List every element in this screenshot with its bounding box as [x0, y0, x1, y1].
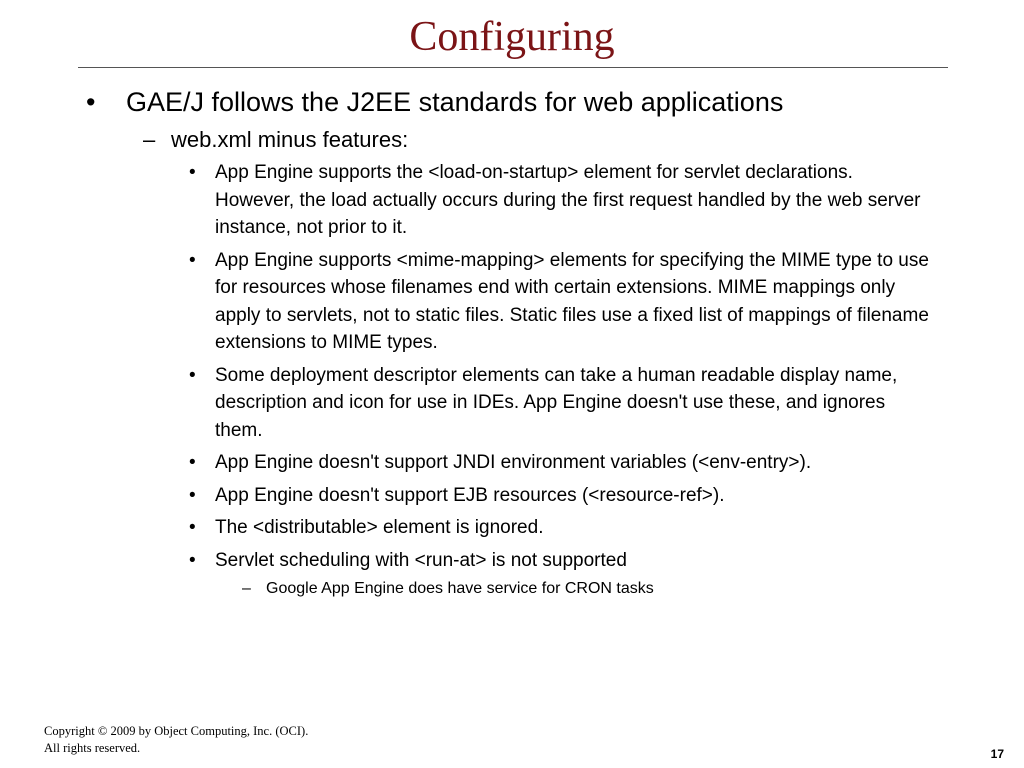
feature-item	[189, 362, 935, 445]
bullet-text: web.xml minus features:	[171, 127, 409, 152]
copyright-notice	[44, 723, 308, 757]
dash-marker: –	[242, 580, 251, 597]
bullet-marker: •	[189, 364, 196, 386]
feature-text: App Engine doesn't support EJB resources (<resource-ref>).	[215, 484, 725, 506]
bullet-level2	[143, 125, 931, 155]
feature-text: Servlet scheduling with <run-at> is not supported	[215, 549, 627, 571]
sub-note	[242, 578, 946, 600]
sub-note-text: Google App Engine does have service for CRON tasks	[266, 580, 654, 597]
feature-item	[189, 247, 935, 357]
bullet-marker: •	[189, 517, 196, 538]
feature-item	[189, 449, 935, 477]
feature-text: App Engine doesn't support JNDI environment variables (<env-entry>).	[215, 452, 812, 473]
slide-body	[0, 84, 1024, 600]
bullet-marker: •	[189, 452, 196, 473]
title-divider	[78, 67, 948, 68]
dash-marker: –	[143, 127, 156, 152]
bullet-marker: •	[86, 87, 96, 117]
bullet-level1	[86, 84, 946, 120]
feature-item	[189, 159, 935, 242]
bullet-marker: •	[189, 249, 196, 271]
feature-text: App Engine supports <mime-mapping> elements for specifying the MIME type to use for resources whose filenames end with certain extensions. MIME mappings only apply to servlets, not to static files. Static files use a fixed list of mappings of filename extensions to MIME types.	[215, 249, 929, 353]
copyright-line: Copyright © 2009 by Object Computing, Inc. (OCI).	[44, 724, 309, 738]
bullet-text: GAE/J follows the J2EE standards for web applications	[126, 87, 784, 117]
feature-item	[189, 547, 935, 575]
feature-text: Some deployment descriptor elements can take a human readable display name, description and icon for use in IDEs. App Engine doesn't use these, and ignores them.	[215, 364, 898, 441]
slide-title: Configuring	[409, 14, 615, 60]
page-number: 17	[990, 747, 1004, 761]
rights-line: All rights reserved.	[44, 741, 141, 755]
feature-text: The <distributable> element is ignored.	[215, 517, 544, 538]
feature-item	[189, 514, 935, 542]
bullet-marker: •	[189, 484, 196, 506]
bullet-marker: •	[189, 162, 196, 183]
feature-item	[189, 482, 935, 510]
feature-text: App Engine supports the <load-on-startup> element for servlet declarations. However, the load actually occurs during the first request handled by the web server instance, not prior to it.	[215, 162, 921, 238]
feature-list	[0, 159, 1024, 574]
bullet-marker: •	[189, 549, 196, 571]
